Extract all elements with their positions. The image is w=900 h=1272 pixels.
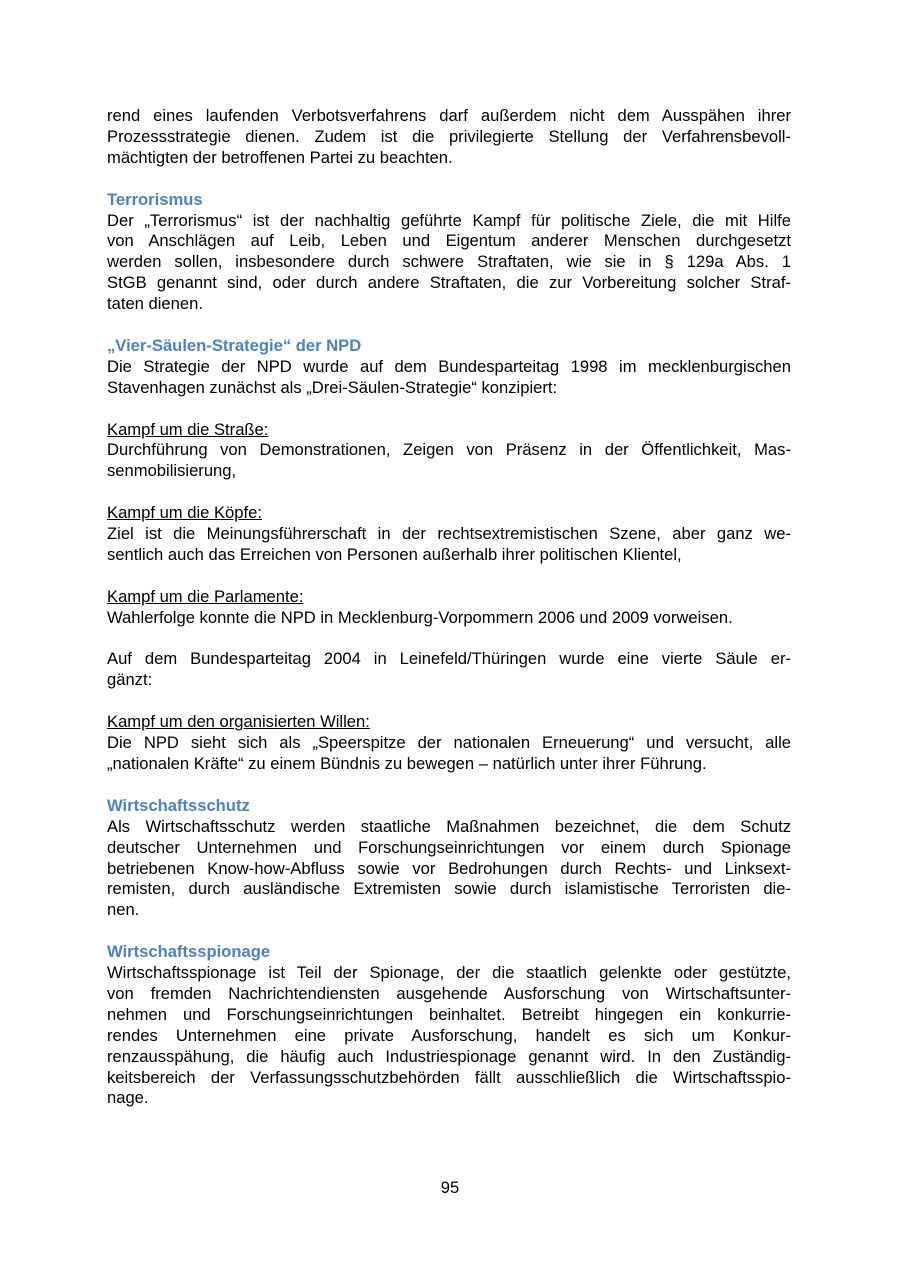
text-line: Auf dem Bundesparteitag 2004 in Leinefeld/Thüringen wurde eine vierte Säule er-: [107, 649, 791, 669]
text-line: nehmen und Forschungseinrichtungen beinhaltet. Betreibt hingegen ein konkurrie-: [107, 1004, 791, 1024]
text-line: Die Strategie der NPD wurde auf dem Bundesparteitag 1998 im mecklenburgischen: [107, 356, 791, 376]
text-line: deutscher Unternehmen und Forschungseinrichtungen vor einem durch Spionage: [107, 837, 791, 857]
text-line: von fremden Nachrichtendiensten ausgehende Ausforschung von Wirtschaftsunter-: [107, 983, 791, 1003]
text-line: taten dienen.: [107, 294, 203, 314]
text-line: senmobilisierung,: [107, 461, 237, 481]
text-line: nage.: [107, 1088, 149, 1108]
willen-paragraph: [107, 733, 791, 775]
text-line: Ziel ist die Meinungsführerschaft in der rechtsextremistischen Szene, aber ganz we-: [107, 524, 791, 544]
heading-wirtschaftsspionage: Wirtschaftsspionage: [107, 942, 271, 962]
page-number: 95: [440, 1178, 460, 1197]
text-line: Prozessstrategie dienen. Zudem ist die privilegierte Stellung der Verfahrensbevoll-: [107, 126, 791, 146]
parlamente-paragraph: [107, 608, 791, 629]
text-line: von Anschlägen auf Leib, Leben und Eigentum anderer Menschen durchgesetzt: [107, 231, 791, 251]
text-line: renzausspähung, die häufig auch Industriespionage genannt wird. In den Zuständig-: [107, 1046, 791, 1066]
koepfe-paragraph: [107, 524, 791, 566]
text-line: betriebenen Know-how-Abfluss sowie vor Bedrohungen durch Rechts- und Linksext-: [107, 858, 791, 878]
text-line: Wirtschaftsspionage ist Teil der Spionage, der die staatlich gelenkte oder gestützte,: [107, 963, 791, 983]
heading-terrorismus: Terrorismus: [107, 189, 203, 209]
heading-vier-saeulen: „Vier-Säulen-Strategie“ der NPD: [107, 335, 362, 355]
text-line: gänzt:: [107, 670, 153, 690]
text-line: mächtigten der betroffenen Partei zu beachten.: [107, 147, 453, 167]
text-line: rend eines laufenden Verbotsverfahrens darf außerdem nicht dem Ausspähen ihrer: [107, 106, 791, 125]
text-line: sentlich auch das Erreichen von Personen außerhalb ihrer politischen Klientel,: [107, 544, 682, 564]
strasse-paragraph: [107, 440, 791, 482]
terrorismus-paragraph: [107, 211, 791, 316]
text-line: nen.: [107, 900, 140, 920]
subheading-koepfe: Kampf um die Köpfe:: [107, 503, 262, 523]
ergaenzung-paragraph: [107, 649, 791, 691]
intro-paragraph: [107, 106, 791, 169]
document-page: [107, 106, 791, 1109]
text-line: Wahlerfolge konnte die NPD in Mecklenburg-Vorpommern 2006 und 2009 vorweisen.: [107, 607, 733, 627]
text-line: remisten, durch ausländische Extremisten sowie durch islamistische Terroristen die-: [107, 879, 791, 899]
text-line: Durchführung von Demonstrationen, Zeigen von Präsenz in der Öffentlichkeit, Mas-: [107, 440, 791, 460]
wirtschaftsschutz-paragraph: [107, 817, 791, 922]
subheading-parlamente: Kampf um die Parlamente:: [107, 586, 304, 606]
vier-saeulen-intro: [107, 357, 791, 399]
text-line: Der „Terrorismus“ ist der nachhaltig geführte Kampf für politische Ziele, die mit Hilfe: [107, 210, 791, 230]
text-line: StGB genannt sind, oder durch andere Straftaten, die zur Vorbereitung solcher Straf-: [107, 273, 791, 293]
text-line: keitsbereich der Verfassungsschutzbehörden fällt ausschließlich die Wirtschaftsspio-: [107, 1067, 791, 1087]
heading-wirtschaftsschutz: Wirtschaftsschutz: [107, 795, 250, 815]
subheading-strasse: Kampf um die Straße:: [107, 419, 269, 439]
text-line: werden sollen, insbesondere durch schwere Straftaten, wie sie in § 129a Abs. 1: [107, 252, 791, 272]
text-line: Die NPD sieht sich als „Speerspitze der nationalen Erneuerung“ und versucht, alle: [107, 733, 791, 753]
text-line: rendes Unternehmen eine private Ausforschung, handelt es sich um Konkur-: [107, 1025, 791, 1045]
text-line: Als Wirtschaftsschutz werden staatliche Maßnahmen bezeichnet, die dem Schutz: [107, 816, 791, 836]
text-line: Stavenhagen zunächst als „Drei-Säulen-Strategie“ konzipiert:: [107, 377, 558, 397]
subheading-willen: Kampf um den organisierten Willen:: [107, 712, 370, 732]
text-line: „nationalen Kräfte“ zu einem Bündnis zu bewegen – natürlich unter ihrer Führung.: [107, 753, 707, 773]
wirtschaftsspionage-paragraph: [107, 963, 791, 1109]
